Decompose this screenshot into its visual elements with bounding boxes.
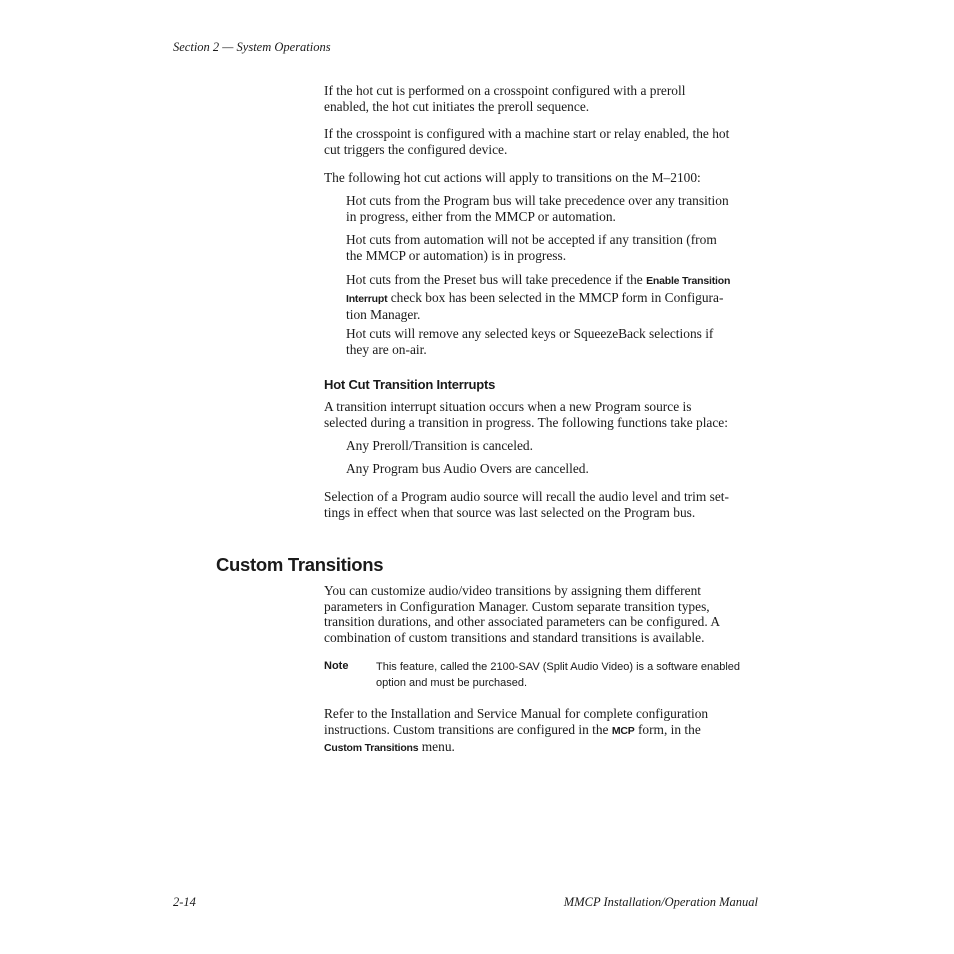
text-line: parameters in Configuration Manager. Custom separate transition types,: [324, 598, 710, 614]
text-line: tion Manager.: [346, 307, 421, 323]
text-run: instructions. Custom transitions are configured in the: [324, 721, 612, 737]
text-line: in progress, either from the MMCP or automation.: [346, 208, 616, 224]
note-text: [376, 660, 740, 691]
interrupts-paragraph-1: [324, 399, 728, 430]
text-line: the MMCP or automation) is in progress.: [346, 247, 567, 263]
text-line: If the hot cut is performed on a crosspoint configured with a preroll: [324, 83, 686, 98]
hot-cut-item-3: [346, 272, 730, 323]
hot-cut-item-1: [346, 193, 729, 224]
text-line: combination of custom transitions and standard transitions is available.: [324, 630, 705, 646]
interrupt-item-1: [346, 438, 533, 454]
text-line: Selection of a Program audio source will recall the audio level and trim set-: [324, 489, 729, 504]
manual-title: MMCP Installation/Operation Manual: [563, 895, 758, 909]
note-label: Note: [324, 660, 349, 672]
text-line: enabled, the hot cut initiates the preroll sequence.: [324, 98, 590, 114]
text-line: The following hot cut actions will apply to transitions on the M–2100:: [324, 170, 701, 185]
text-run: menu.: [418, 739, 455, 755]
text-line: A transition interrupt situation occurs when a new Program source is: [324, 399, 692, 414]
text-line: selected during a transition in progress. The following functions take place:: [324, 414, 728, 430]
text-line: Any Program bus Audio Overs are cancelled.: [346, 461, 589, 476]
text-line: Any Preroll/Transition is canceled.: [346, 438, 533, 453]
section-title: Custom Transitions: [216, 554, 384, 575]
intro-paragraph-3: [324, 170, 701, 186]
intro-paragraph-1: [324, 83, 685, 114]
text-line: option and must be purchased.: [376, 676, 528, 689]
subsection-heading: Hot Cut Transition Interrupts: [324, 377, 496, 392]
page-number: 2-14: [173, 895, 196, 909]
text-line: [324, 739, 708, 757]
text-line: If the crosspoint is configured with a machine start or relay enabled, the hot: [324, 126, 730, 141]
ui-term-custom-transitions: Custom Transitions: [324, 742, 419, 755]
text-line: cut triggers the configured device.: [324, 141, 508, 157]
ui-term-interrupt: Interrupt: [346, 292, 388, 305]
text-line: transition durations, and other associated parameters can be configured. A: [324, 614, 721, 630]
text-run: check box has been selected in the MMCP form in Configura-: [387, 289, 724, 305]
text-line: [346, 290, 730, 308]
text-line: [324, 722, 708, 740]
running-header: Section 2 — System Operations: [173, 40, 331, 54]
text-line: Hot cuts will remove any selected keys or SqueezeBack selections if: [346, 326, 714, 341]
text-line: they are on-air.: [346, 341, 427, 357]
interrupts-paragraph-2: [324, 489, 729, 520]
hot-cut-item-4: [346, 326, 713, 357]
text-line: You can customize audio/video transitions by assigning them different: [324, 583, 701, 598]
text-line: Hot cuts from automation will not be accepted if any transition (from: [346, 232, 717, 247]
text-line: This feature, called the 2100-SAV (Split Audio Video) is a software enabled: [376, 661, 741, 673]
text-run: form, in the: [634, 721, 701, 737]
custom-transitions-paragraph-1: [324, 583, 720, 646]
custom-transitions-paragraph-2: [324, 706, 708, 757]
text-line: Hot cuts from the Program bus will take precedence over any transition: [346, 193, 729, 208]
ui-term-mcp: MCP: [611, 724, 635, 737]
hot-cut-item-2: [346, 232, 717, 263]
text-run: Hot cuts from the Preset bus will take precedence if the: [346, 272, 647, 287]
text-line: [346, 272, 730, 290]
intro-paragraph-2: [324, 126, 729, 157]
text-line: tings in effect when that source was last selected on the Program bus.: [324, 504, 696, 520]
ui-term-enable-transition: Enable Transition: [646, 275, 731, 287]
text-line: Refer to the Installation and Service Manual for complete configuration: [324, 706, 709, 721]
interrupt-item-2: [346, 461, 589, 477]
